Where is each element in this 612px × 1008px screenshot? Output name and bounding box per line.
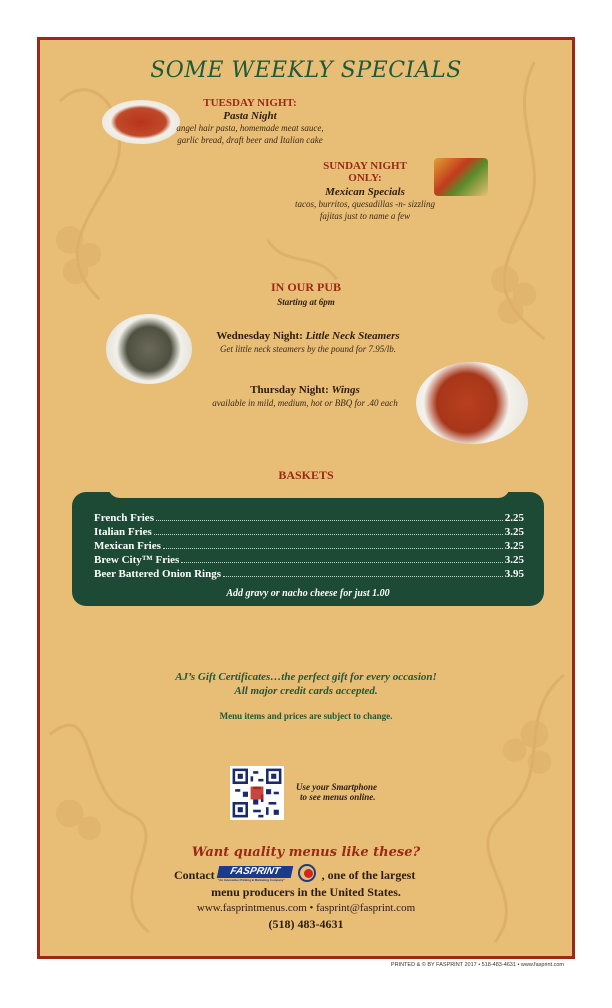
leader-dots [156,520,503,521]
basket-item-name: French Fries [94,512,154,524]
basket-item-name: Brew City™ Fries [94,554,180,566]
promo-contact-prefix: Contact [174,867,215,882]
sunday-heading-line2: ONLY: [348,172,382,184]
basket-item-price: 3.95 [504,568,524,580]
wednesday-section [190,330,426,355]
wednesday-label: Wednesday Night: [216,330,303,342]
promo-line2: menu producers in the United States. [211,885,401,899]
tuesday-section [150,97,350,146]
wednesday-desc: Get little neck steamers by the pound for 7.95/lb. [220,344,396,354]
fasprint-logo-text: FASPRINT [216,866,293,878]
tuesday-heading: TUESDAY NIGHT: [203,97,297,109]
qr-caption [296,782,436,802]
basket-item-price: 3.25 [504,554,524,566]
baskets-panel-notch [108,486,510,498]
basket-item-name: Mexican Fries [94,540,161,552]
promo-phone: (518) 483-4631 [268,917,344,931]
menu-page [37,37,575,959]
fasprint-logo-tagline: "An Innovative Printing & Marketing Company" [217,878,285,882]
promo-heading: Want quality menus like these? [191,845,421,860]
pub-heading: IN OUR PUB [270,280,341,294]
promo-contact-suffix: , one of the largest [321,867,416,882]
tuesday-dish: Pasta Night [223,110,277,122]
tuesday-desc-line2: garlic bread, draft beer and Italian cake [177,135,323,145]
qr-code[interactable] [230,766,284,820]
pub-section [40,280,572,307]
basket-item-name: Beer Battered Onion Rings [94,568,222,580]
thursday-desc: available in mild, medium, hot or BBQ for .40 each [212,398,398,408]
basket-item-name: Italian Fries [94,526,152,538]
leader-dots [163,548,503,549]
print-credit-footer: PRINTED & © BY FASPRINT 2017 • 518-483-4631 • www.fasprint.com [390,962,564,968]
thursday-section [200,384,410,409]
tacos-photo [434,158,488,196]
leader-dots [181,562,502,563]
basket-row [94,510,524,524]
sunday-heading-line1: SUNDAY NIGHT [323,160,407,172]
qr-caption-line2: to see menus online. [300,792,376,802]
promo-contact-line [174,864,454,886]
basket-row [94,524,524,538]
wednesday-dish: Little Neck Steamers [305,330,400,342]
gift-line1: AJ’s Gift Certificates…the perfect gift for every occasion! [175,671,437,683]
tuesday-desc-line1: angel hair pasta, homemade meat sauce, [176,123,324,133]
leader-dots [154,534,503,535]
sunday-desc-line1: tacos, burritos, quesadillas -n- sizzling [294,199,435,209]
page-title: SOME WEEKLY SPECIALS [150,58,462,83]
baskets-heading: BASKETS [278,468,334,482]
wings-photo [416,362,528,444]
basket-row [94,552,524,566]
thursday-label: Thursday Night: [250,384,329,396]
fasprint-logo-mark-icon [298,864,316,882]
fasprint-logo[interactable] [218,864,322,886]
steamers-photo [106,314,192,384]
pub-subheading: Starting at 6pm [277,297,335,307]
leader-dots [223,576,503,577]
sunday-desc-line2: fajitas just to name a few [319,211,411,221]
sunday-section [280,160,450,222]
baskets-note: Add gravy or nacho cheese for just 1.00 [226,588,390,599]
gift-line2: All major credit cards accepted. [234,685,378,697]
basket-item-price: 3.25 [504,540,524,552]
disclaimer: Menu items and prices are subject to change. [219,711,393,721]
basket-item-price: 3.25 [504,526,524,538]
qr-caption-line1: Use your Smartphone [296,782,378,792]
promo-web[interactable]: www.fasprintmenus.com • fasprint@fasprint.com [196,902,416,914]
basket-row [94,566,524,580]
basket-item-price: 2.25 [504,512,524,524]
thursday-dish: Wings [331,384,360,396]
basket-row [94,538,524,552]
sunday-dish: Mexican Specials [325,186,405,198]
